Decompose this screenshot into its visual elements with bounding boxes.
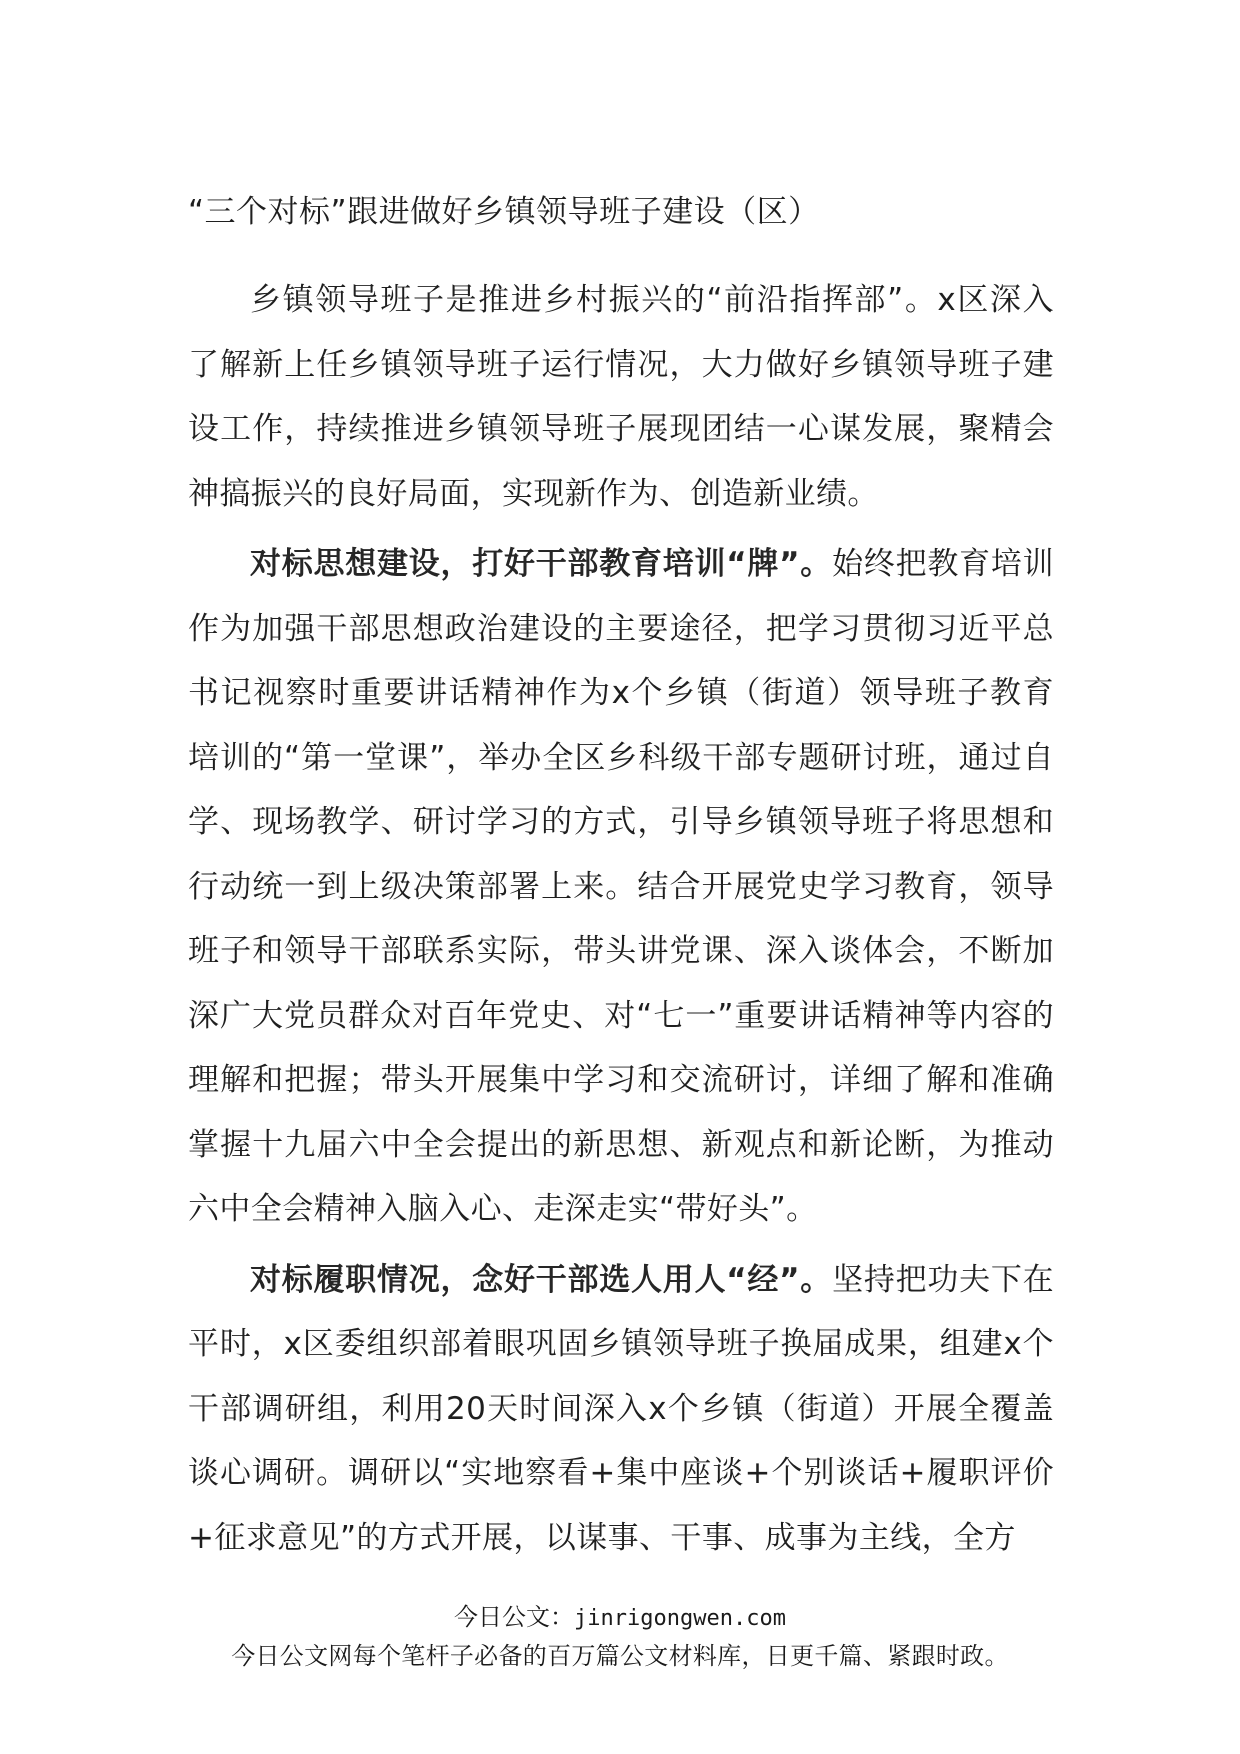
paragraph-lead-heading: 对标履职情况，念好干部选人用人“经”。	[250, 1261, 833, 1298]
paragraph-text: 坚持把功夫下在平时，x区委组织部着眼巩固乡镇领导班子换届成果，组建x个干部调研组，利用20天时间深入x个乡镇（街道）开展全覆盖谈心调研。调研以“实地察看+集中座谈+个别谈话+履职评价+征求意见”的方式开展，以谋事、干事、成事为主线，全方	[188, 1261, 1054, 1556]
paragraph-ideology	[188, 532, 1054, 1242]
document-title: “三个对标”跟进做好乡镇领导班子建设（区）	[188, 194, 820, 230]
paragraph-text: 始终把教育培训作为加强干部思想政治建设的主要途径，把学习贯彻习近平总书记视察时重要讲话精神作为x个乡镇（街道）领导班子教育培训的“第一堂课”，举办全区乡科级干部专题研讨班，通过自学、现场教学、研讨学习的方式，引导乡镇领导班子将思想和行动统一到上级决策部署上来。结合开展党史学习教育，领导班子和领导干部联系实际，带头讲党课、深入谈体会，不断加深广大党员群众对百年党史、对“七一”重要讲话精神等内容的理解和把握；带头开展集中学习和交流研讨，详细了解和准确掌握十九届六中全会提出的新思想、新观点和新论断，为推动六中全会精神入脑入心、走深走实“带好头”。	[188, 546, 1054, 1227]
paragraph-performance	[188, 1248, 1054, 1571]
footer-label: 今日公文：	[454, 1603, 575, 1631]
paragraph-text: 乡镇领导班子是推进乡村振兴的“前沿指挥部”。x区深入了解新上任乡镇领导班子运行情况，大力做好乡镇领导班子建设工作，持续推进乡镇领导班子展现团结一心谋发展，聚精会神搞振兴的良好局面，实现新作为、创造新业绩。	[188, 282, 1054, 512]
footer-slogan: 今日公文网每个笔杆子必备的百万篇公文材料库，日更千篇、紧跟时政。	[231, 1642, 1009, 1670]
paragraph-intro	[188, 268, 1054, 526]
footer-source	[0, 1600, 1240, 1636]
footer-url-link[interactable]: jinrigongwen.com	[574, 1606, 786, 1631]
page-footer	[0, 1600, 1240, 1674]
paragraph-lead-heading: 对标思想建设，打好干部教育培训“牌”。	[250, 546, 833, 582]
document-body	[188, 268, 1054, 1570]
